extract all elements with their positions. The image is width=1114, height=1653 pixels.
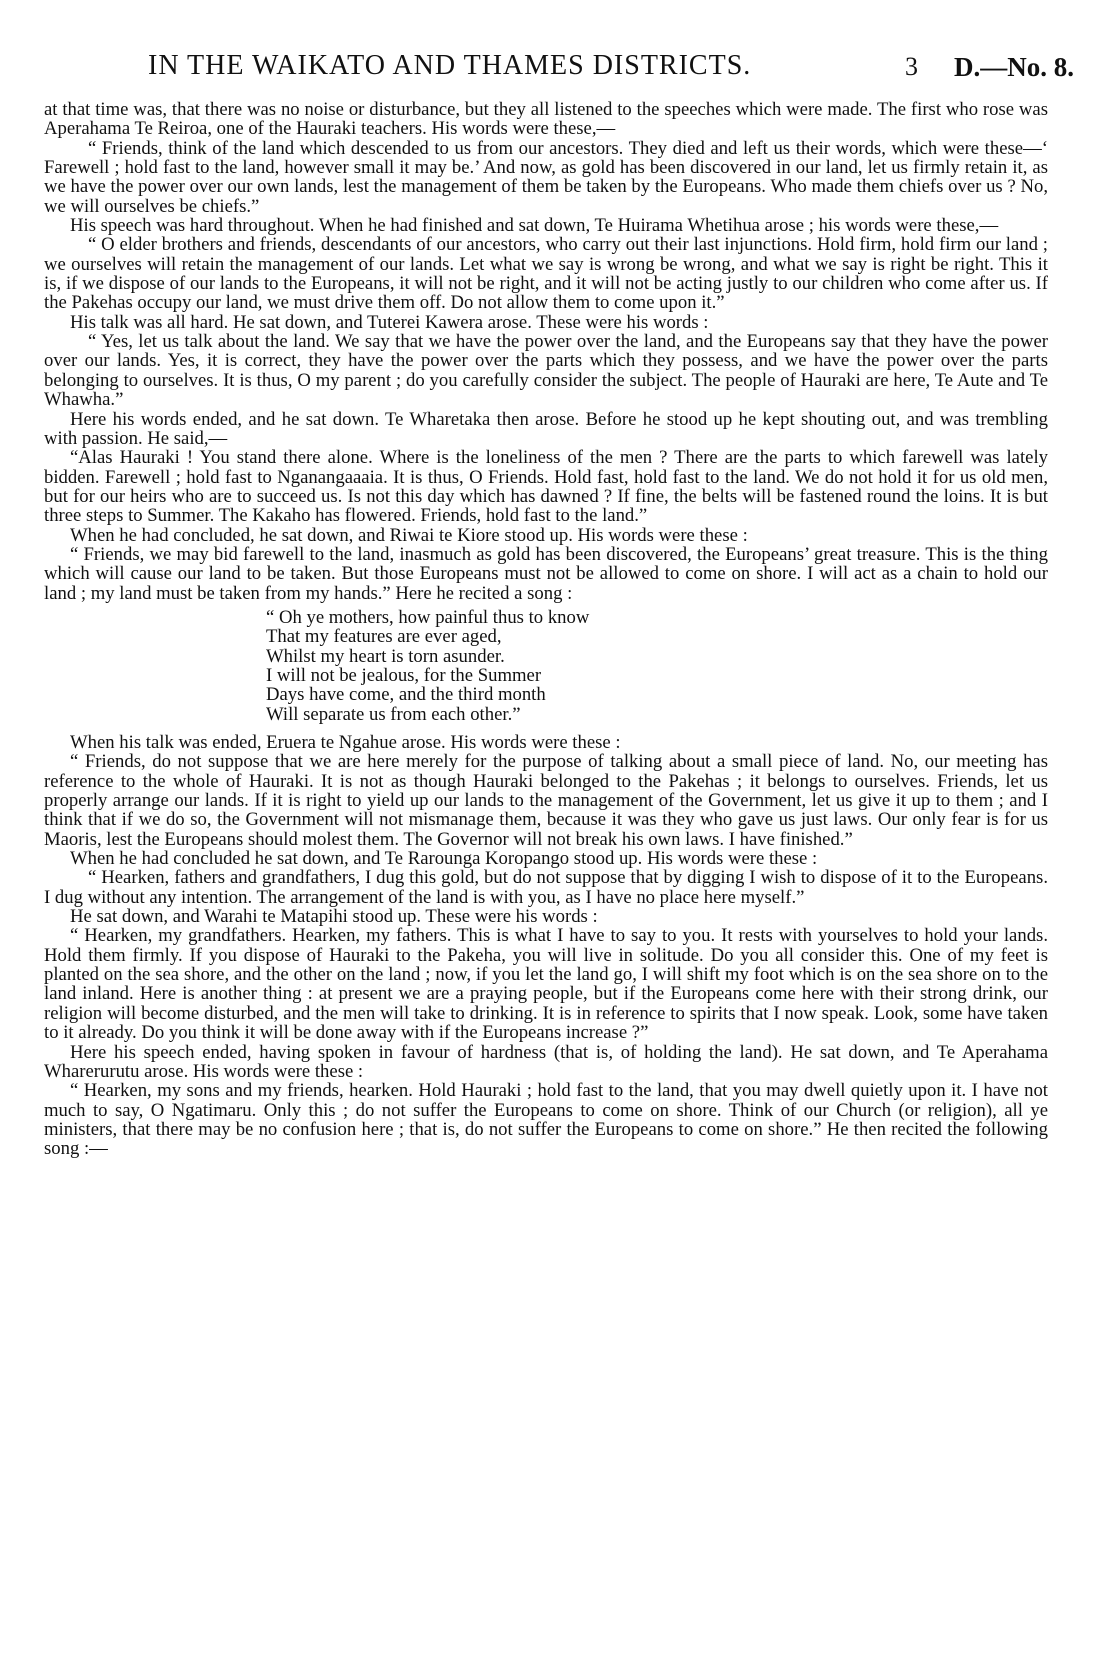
page-number: 3: [905, 52, 918, 81]
paragraph: “ Yes, let us talk about the land. We say that we have the power over the land, and the Europeans say that they have the power over our lands. Yes, it is correct, they have the power over the parts which they possess, and we have the power over the parts belonging to ourselves. It is thus, O my parent ; do you carefully consider the subject. The people of Hauraki are here, Te Aute and Te Whawha.”: [44, 331, 1048, 411]
paragraph: His talk was all hard. He sat down, and Tuterei Kawera arose. These were his words :: [70, 311, 709, 333]
paragraph: “ Hearken, fathers and grandfathers, I dug this gold, but do not suppose that by digging I wish to dispose of it to the Europeans. I dug without any intention. The arrangement of the land is with you, as I have no place here myself.”: [44, 867, 1048, 908]
paragraph: When he had concluded, he sat down, and Riwai te Kiore stood up. His words were these :: [70, 524, 748, 546]
paragraph: at that time was, that there was no noise or disturbance, but they all listened to the speeches which were made. The first who rose was Aperahama Te Reiroa, one of the Hauraki teachers. His words were these,—: [44, 99, 1048, 140]
paragraph: “ Friends, think of the land which descended to us from our ancestors. They died and left us their words, which were these—‘ Farewell ; hold fast to the land, however small it may be.’ And now, as gold has been discovered in our land, let us firmly retain it, as we have the power over our own lands, lest the management of them be taken by the Europeans. Who made them chiefs over us ? No, we will ourselves be chiefs.”: [44, 137, 1048, 217]
paragraph: “Alas Hauraki ! You stand there alone. Where is the loneliness of the men ? There are the parts to which farewell was lately bidden. Farewell ; hold fast to Nganangaaaia. It is thus, O Friends. Hold fast, hold fast to the land. We do not hold it for us old men, but for our heirs who are to succeed us. Is not this day which has dawned ? If fine, the belts will be fastened round the loins. It is but three steps to Summer. The Kakaho has flowered. Friends, hold fast to the land.”: [44, 447, 1048, 527]
paragraph: “ Friends, we may bid farewell to the land, inasmuch as gold has been discovered, the Europeans’ great treasure. This is the thing which will cause our land to be taken. But those Europeans must not be allowed to come on shore. I will act as a chain to hold our land ; my land must be taken from my hands.” Here he recited a song :: [44, 543, 1048, 604]
verse-line: That my features are ever aged,: [266, 626, 502, 648]
document-reference: D.—No. 8.: [954, 52, 1074, 82]
body-text: [44, 100, 1048, 1159]
paragraph: “ Hearken, my sons and my friends, hearken. Hold Hauraki ; hold fast to the land, that you may dwell quietly upon it. I have not much to say, O Ngatimaru. Only this ; do not suffer the Europeans to come on shore. Think of our Church (or religion), all ye ministers, that there may be no confusion here ; that is, do not suffer the Europeans to come on shore.” He then recited the following song :—: [44, 1080, 1048, 1160]
verse-line: Days have come, and the third month: [266, 684, 546, 706]
song-verse: [266, 608, 1048, 724]
paragraph: Here his words ended, and he sat down. Te Wharetaka then arose. Before he stood up he kept shouting out, and was trembling with passion. He said,—: [44, 408, 1048, 449]
paragraph: His speech was hard throughout. When he had finished and sat down, Te Huirama Whetihua arose ; his words were these,—: [70, 215, 999, 237]
paragraph: He sat down, and Warahi te Matapihi stood up. These were his words :: [70, 906, 598, 928]
page-header: [40, 50, 1074, 90]
paragraph: “ O elder brothers and friends, descendants of our ancestors, who carry out their last injunctions. Hold firm, hold firm our land ; we ourselves will retain the management of our lands. Let what we say is wrong be wrong, and what we say is right be right. This it is, if we dispose of our lands to the Europeans, it will not be right, and it will not be acting justly to our children who come after us. If the Pakehas occupy our land, we must drive them off. Do not allow them to come upon it.”: [44, 234, 1048, 314]
paragraph: When his talk was ended, Eruera te Ngahue arose. His words were these :: [70, 732, 621, 753]
paragraph: “ Hearken, my grandfathers. Hearken, my fathers. This is what I have to say to you. It rests with yourselves to hold your lands. Hold them firmly. If you dispose of Hauraki to the Pakeha, you will live in solitude. Do you all consider this. One of my feet is planted on the sea shore, and the other on the land ; now, if you let the land go, I will shift my foot which is on the sea shore on to the land inland. Here is another thing : at present we are a praying people, but if the Europeans come here with their strong drink, our religion will become disturbed, and the men will take to drinking. It is in reference to spirits that I now speak. Look, some have taken to it already. Do you think it will be done away with if the Europeans increase ?”: [44, 925, 1048, 1044]
verse-line: I will not be jealous, for the Summer: [266, 664, 542, 686]
verse-line: Will separate us from each other.”: [266, 703, 521, 725]
paragraph: When he had concluded he sat down, and Te Rarounga Koropango stood up. His words were these :: [70, 848, 818, 870]
verse-line: “ Oh ye mothers, how painful thus to know: [266, 606, 590, 628]
paragraph: “ Friends, do not suppose that we are here merely for the purpose of talking about a small piece of land. No, our meeting has reference to the whole of Hauraki. It is not as though Hauraki belonged to the Pakehas ; it belongs to ourselves. Friends, let us properly arrange our lands. If it is right to yield up our lands to the management of the Government, let us give it up to them ; and I think that if we do so, the Government will not mismanage them, because it was they who gave us just laws. Our only fear is for us Maoris, lest the Europeans should molest them. The Governor will not break his own laws. I have finished.”: [44, 751, 1048, 850]
verse-line: Whilst my heart is torn asunder.: [266, 645, 505, 667]
running-title: IN THE WAIKATO AND THAMES DISTRICTS.: [148, 50, 752, 81]
paragraph: Here his speech ended, having spoken in favour of hardness (that is, of holding the land). He sat down, and Te Aperahama Wharerurutu arose. His words were these :: [44, 1041, 1048, 1082]
